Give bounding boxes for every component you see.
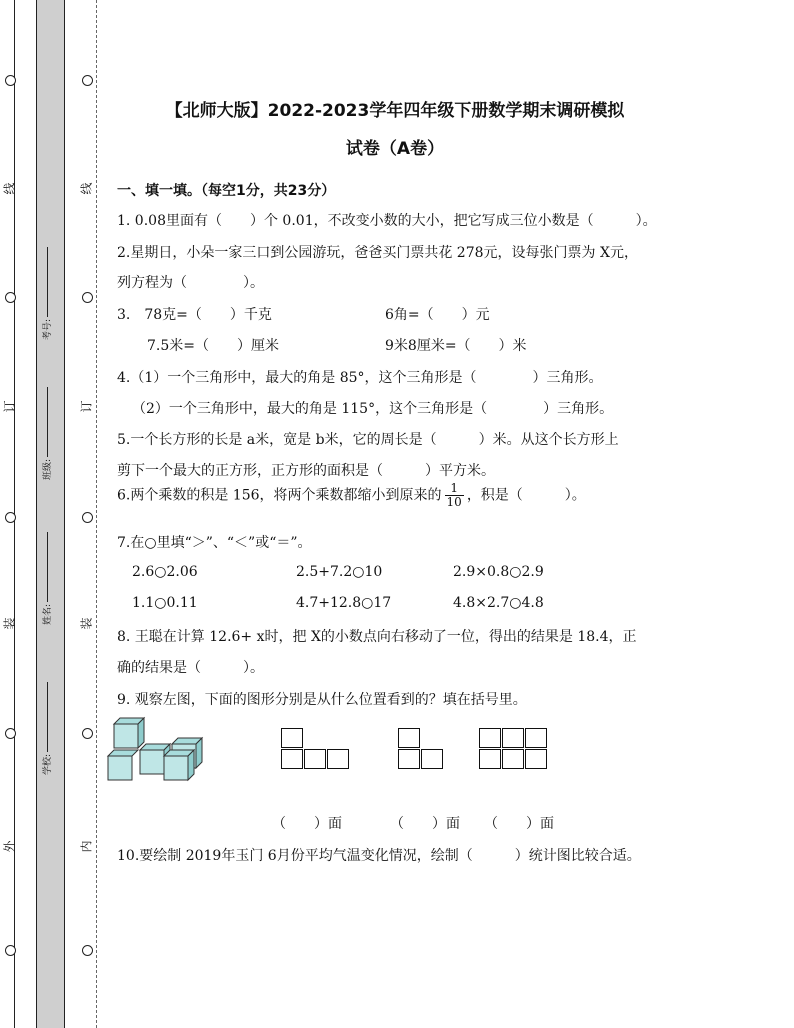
cube-stack-figure [104, 716, 214, 786]
side-char-zhuang: 装 [2, 617, 17, 630]
fraction [445, 482, 464, 509]
question-8: 8. 王聪在计算 12.6+ x时，把 X的小数点向右移动了一位，得出的结果是 18.4，正 [117, 629, 637, 645]
compare-item: 2.6○2.06 [132, 564, 198, 580]
side-char-xian: 线 [79, 182, 94, 195]
question-3a-right: 6角=（ ）元 [385, 307, 490, 323]
compare-item: 2.9×0.8○2.9 [453, 564, 544, 580]
binding-hole [82, 512, 93, 523]
question-10: 10.要绘制 2019年玉门 6月份平均气温变化情况，绘制（ ）统计图比较合适。 [117, 848, 641, 864]
section-heading: 一、填一填。（每空1分，共23分） [117, 183, 336, 199]
question-7: 7.在○里填“＞”、“＜”或“＝”。 [117, 535, 312, 551]
binding-hole [82, 945, 93, 956]
name-field[interactable]: 姓名: [40, 532, 53, 625]
compare-item: 4.8×2.7○4.8 [453, 595, 544, 611]
question-4b: （2）一个三角形中，最大的角是 115°，这个三角形是（ ）三角形。 [132, 401, 614, 417]
question-5-cont: 剪下一个最大的正方形，正方形的面积是（ ）平方米。 [117, 463, 495, 479]
binding-hole [82, 75, 93, 86]
side-char-xian: 线 [2, 182, 17, 195]
view-answer-blank[interactable]: （ ）面 [390, 816, 460, 832]
compare-item: 4.7+12.8○17 [296, 595, 392, 611]
side-char-ding: 订 [2, 400, 17, 413]
side-char-ding: 订 [79, 400, 94, 413]
binding-hole [82, 728, 93, 739]
side-char-zhuang: 装 [79, 617, 94, 630]
question-6 [117, 482, 586, 509]
side-char-nei: 内 [79, 840, 94, 853]
binding-hole [5, 75, 16, 86]
binding-hole [5, 292, 16, 303]
class-field[interactable]: 班级: [40, 387, 53, 480]
question-3b-left: 7.5米=（ ）厘米 [147, 338, 279, 354]
view-answer-blank[interactable]: （ ）面 [272, 816, 342, 832]
margin-line [36, 0, 37, 1028]
question-3a-left: 3. 78克=（ ）千克 [117, 307, 272, 323]
question-9: 9. 观察左图，下面的图形分别是从什么位置看到的？填在括号里。 [117, 692, 527, 708]
binding-hole [5, 945, 16, 956]
compare-item: 2.5+7.2○10 [296, 564, 383, 580]
question-2-cont: 列方程为（ ）。 [117, 275, 264, 291]
binding-hole [5, 728, 16, 739]
fraction-denominator: 10 [446, 495, 462, 509]
fraction-numerator: 1 [445, 482, 464, 496]
page-title: 【北师大版】2022-2023学年四年级下册数学期末调研模拟 [165, 101, 625, 121]
side-char-wai: 外 [2, 840, 17, 853]
question-6-text-end: ，积是（ ）。 [466, 487, 586, 504]
question-4a: 4.（1）一个三角形中，最大的角是 85°，这个三角形是（ ）三角形。 [117, 370, 603, 386]
page-subtitle: 试卷（A卷） [345, 139, 445, 159]
question-8-cont: 确的结果是（ ）。 [117, 660, 264, 676]
exam-number-field[interactable]: 考号: [40, 247, 53, 340]
question-5: 5.一个长方形的长是 a米，宽是 b米，它的周长是（ ）米。从这个长方形上 [117, 432, 619, 448]
margin-line [64, 0, 65, 1028]
binding-margin [0, 0, 100, 1028]
question-1: 1. 0.08里面有（ ）个 0.01，不改变小数的大小，把它写成三位小数是（ ）。 [117, 213, 657, 229]
binding-hole [82, 292, 93, 303]
question-2: 2.星期日，小朵一家三口到公园游玩，爸爸买门票共花 278元，设每张门票为 X元， [117, 245, 638, 261]
cut-line [96, 0, 97, 1028]
binding-hole [5, 512, 16, 523]
gray-binding-bar [36, 0, 64, 1028]
school-field[interactable]: 学校: [40, 682, 53, 775]
question-3b-right: 9米8厘米=（ ）米 [385, 338, 527, 354]
view-answer-blank[interactable]: （ ）面 [484, 816, 554, 832]
compare-item: 1.1○0.11 [132, 595, 198, 611]
question-6-text: 6.两个乘数的积是 156，将两个乘数都缩小到原来的 [117, 487, 442, 504]
